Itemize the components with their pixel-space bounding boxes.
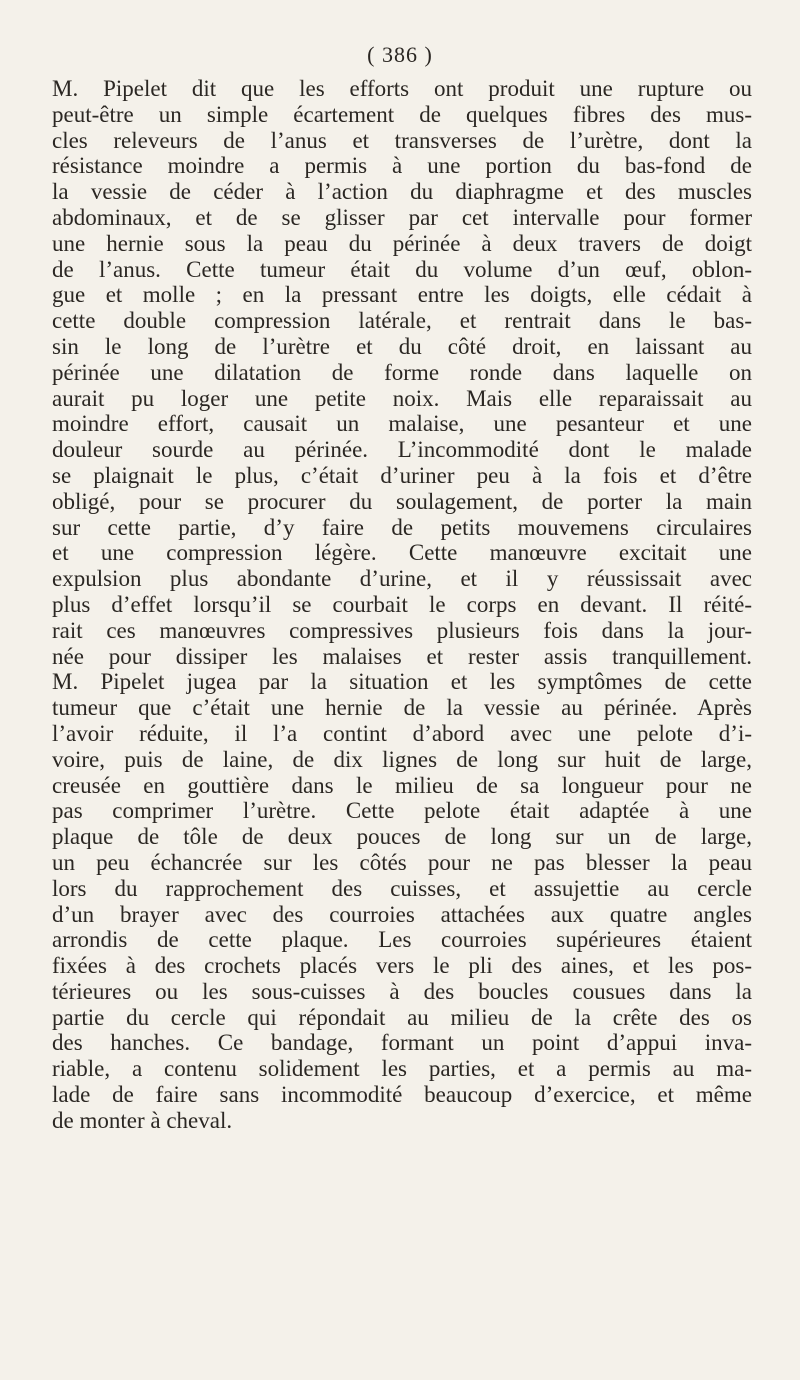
text-line: fixées à des crochets placés vers le pli des aines, et les pos- [52,953,752,979]
text-line: peut-être un simple écartement de quelques fibres des mus- [52,101,752,127]
text-line: et une compression légère. Cette manœuvre excitait une [52,540,752,566]
text-line: plaque de tôle de deux pouces de long sur un de large, [52,824,752,850]
text-line: la vessie de céder à l’action du diaphragme et des muscles [52,179,752,205]
body-text [52,76,752,1134]
text-line: arrondis de cette plaque. Les courroies supérieures étaient [52,927,752,953]
text-line: de l’anus. Cette tumeur était du volume d’un œuf, oblon- [52,256,752,282]
page-number: ( 386 ) [367,42,433,67]
text-line: creusée en gouttière dans le milieu de sa longueur pour ne [52,772,752,798]
text-line: se plaignait le plus, c’était d’uriner peu à la fois et d’être [52,462,752,488]
text-line: M. Pipelet jugea par la situation et les symptômes de cette [52,669,752,695]
text-line: voire, puis de laine, de dix lignes de long sur huit de large, [52,746,752,772]
text-line: lors du rapprochement des cuisses, et assujettie au cercle [52,875,752,901]
text-line: térieures ou les sous-cuisses à des boucles cousues dans la [52,978,752,1004]
text-line: d’un brayer avec des courroies attachées aux quatre angles [52,901,752,927]
text-line: obligé, pour se procurer du soulagement, de porter la main [52,488,752,514]
text-line: sur cette partie, d’y faire de petits mouvemens circulaires [52,514,752,540]
text-line: un peu échancrée sur les côtés pour ne pas blesser la peau [52,849,752,875]
text-line: moindre effort, causait un malaise, une pesanteur et une [52,411,752,437]
text-line: aurait pu loger une petite noix. Mais elle reparaissait au [52,385,752,411]
text-line: des hanches. Ce bandage, formant un point d’appui inva- [52,1030,752,1056]
text-line: cles releveurs de l’anus et transverses de l’urètre, dont la [52,127,752,153]
text-line: résistance moindre a permis à une portion du bas-fond de [52,153,752,179]
text-line: sin le long de l’urètre et du côté droit, en laissant au [52,333,752,359]
text-line: expulsion plus abondante d’urine, et il y réussissait avec [52,566,752,592]
text-line: cette double compression latérale, et rentrait dans le bas- [52,308,752,334]
text-line: née pour dissiper les malaises et rester assis tranquillement. [52,643,752,669]
text-line: périnée une dilatation de forme ronde dans laquelle on [52,359,752,385]
text-line: de monter à cheval. [52,1107,233,1133]
text-line: l’avoir réduite, il l’a contint d’abord avec une pelote d’i- [52,720,752,746]
text-line: abdominaux, et de se glisser par cet intervalle pour former [52,204,752,230]
text-line: plus d’effet lorsqu’il se courbait le corps en devant. Il réité- [52,591,752,617]
text-line: douleur sourde au périnée. L’incommodité dont le malade [52,437,752,463]
text-line: partie du cercle qui répondait au milieu de la crête des os [52,1004,752,1030]
text-line: rait ces manœuvres compressives plusieurs fois dans la jour- [52,617,752,643]
text-line: gue et molle ; en la pressant entre les doigts, elle cédait à [52,282,752,308]
text-line: lade de faire sans incommodité beaucoup d’exercice, et même [52,1082,752,1108]
text-line: pas comprimer l’urètre. Cette pelote était adaptée à une [52,798,752,824]
text-line: M. Pipelet dit que les efforts ont produit une rupture ou [52,76,752,101]
text-line: tumeur que c’était une hernie de la vessie au périnée. Après [52,695,752,721]
text-line: riable, a contenu solidement les parties, et a permis au ma- [52,1056,752,1082]
text-line: une hernie sous la peau du périnée à deux travers de doigt [52,230,752,256]
